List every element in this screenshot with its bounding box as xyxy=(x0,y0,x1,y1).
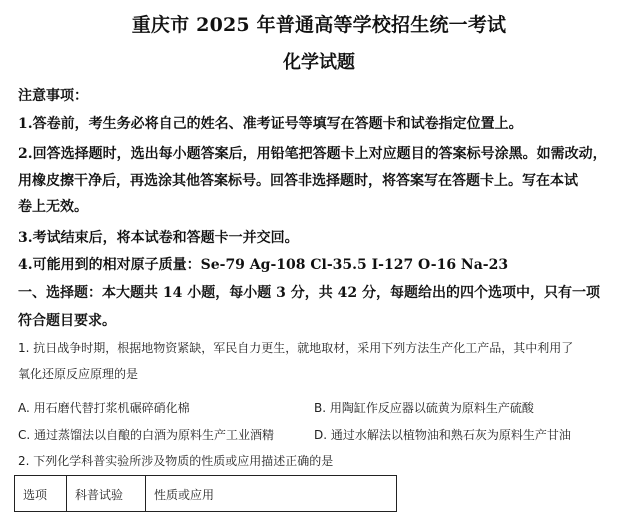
question-2-stem: 2. 下列化学科普实验所涉及物质的性质或应用描述正确的是 xyxy=(18,454,334,468)
table-header-experiment: 科普试验 xyxy=(67,476,146,511)
section-heading-line-2: 符合题目要求。 xyxy=(18,313,116,329)
question-1-stem-line-1: 1. 抗日战争时期，根据地物资紧缺，军民自力更生，就地取材，采用下列方法生产化工产品，其中利用了 xyxy=(18,341,574,355)
note-item-1: 1.答卷前，考生务必将自己的姓名、准考证号等填写在答题卡和试卷指定位置上。 xyxy=(18,116,523,132)
exam-title: 重庆市 2025 年普通高等学校招生统一考试 xyxy=(131,14,507,36)
table-header-option: 选项 xyxy=(15,476,67,511)
table-header-property: 性质或应用 xyxy=(154,488,215,502)
exam-subtitle: 化学试题 xyxy=(283,52,355,73)
note-item-2-line-1: 2.回答选择题时，选出每小题答案后，用铅笔把答题卡上对应题目的答案标号涂黑。如需改动， xyxy=(18,146,607,162)
section-heading-line-1: 一、选择题：本大题共 14 小题，每小题 3 分，共 42 分，每题给出的四个选项中，只有一项 xyxy=(18,285,600,301)
question-1-option-a: A. 用石磨代替打浆机碾碎硝化棉 xyxy=(18,401,190,415)
question-2-table xyxy=(14,475,397,512)
note-item-2-line-2: 用橡皮擦干净后，再选涂其他答案标号。回答非选择题时，将答案写在答题卡上。写在本试 xyxy=(18,173,578,189)
question-1-option-d: D. 通过水解法以植物油和熟石灰为原料生产甘油 xyxy=(314,428,571,442)
question-1-option-c: C. 通过蒸馏法以自酿的白酒为原料生产工业酒精 xyxy=(18,428,275,442)
question-1-option-b: B. 用陶缸作反应器以硫黄为原料生产硫酸 xyxy=(314,401,534,415)
note-item-4: 4.可能用到的相对原子质量：Se-79 Ag-108 Cl-35.5 I-127 O-16 Na-23 xyxy=(18,257,509,273)
note-item-2-line-3: 卷上无效。 xyxy=(18,199,88,215)
question-1-stem-line-2: 氧化还原反应原理的是 xyxy=(18,367,139,381)
notes-heading: 注意事项： xyxy=(18,88,88,104)
note-item-3: 3.考试结束后，将本试卷和答题卡一并交回。 xyxy=(18,230,299,246)
